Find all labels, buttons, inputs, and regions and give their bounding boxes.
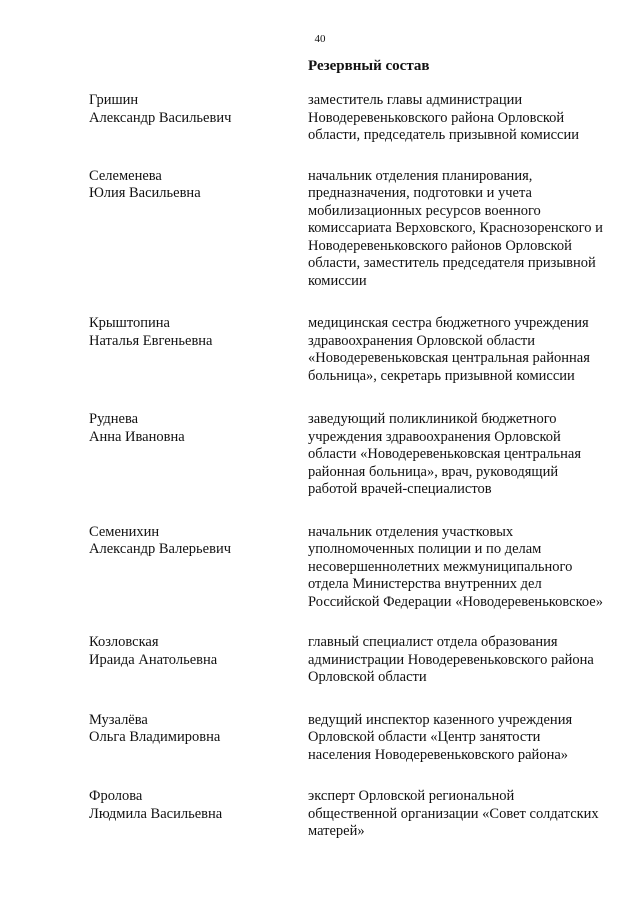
- member-surname: Козловская: [89, 634, 159, 650]
- member-description: ведущий инспектор казенного учреждения Орловской области «Центр занятости населения Новодеревеньковского района»: [308, 711, 573, 763]
- page-number: 40: [314, 33, 326, 45]
- section-title: Резервный состав: [308, 58, 430, 74]
- member-name: [0, 634, 308, 687]
- list-item: [0, 92, 640, 145]
- member-name: [0, 92, 308, 145]
- member-surname: Селеменева: [89, 167, 162, 184]
- member-given-names: Александр Васильевич: [89, 109, 232, 126]
- member-name: [0, 788, 308, 841]
- list-item: [0, 168, 640, 291]
- member-surname: Фролова: [89, 788, 143, 804]
- member-description: начальник отделения планирования, предназначения, подготовки и учета мобилизационных ресурсов военного комиссариата Верховского, Краснозоренского и Новодеревеньковского районов Орловской области, заместитель председателя призывной комиссии: [308, 167, 603, 289]
- list-item: [0, 524, 640, 612]
- list-item: [0, 315, 640, 385]
- member-name: [0, 168, 308, 291]
- member-description: эксперт Орловской региональной общественной организации «Совет солдатских матерей»: [308, 788, 599, 839]
- member-name: [0, 411, 308, 499]
- member-surname: Руднева: [89, 411, 139, 427]
- list-item: [0, 634, 640, 687]
- member-given-names: Людмила Васильевна: [89, 805, 223, 822]
- member-given-names: Ольга Владимировна: [89, 729, 221, 745]
- member-surname: Семенихин: [89, 523, 160, 540]
- member-name: [0, 712, 308, 765]
- member-surname: Музалёва: [89, 711, 148, 728]
- member-description: начальник отделения участковых уполномоченных полиции и по делам несовершеннолетних межмуниципального отдела Министерства внутренних дел Российской Федерации «Новодеревеньковское»: [308, 523, 603, 610]
- list-item: [0, 411, 640, 499]
- member-given-names: Юлия Васильевна: [89, 185, 201, 201]
- member-given-names: Наталья Евгеньевна: [89, 332, 213, 349]
- member-description: медицинская сестра бюджетного учреждения здравоохранения Орловской области «Новодеревеньковская центральная районная больница», секретарь призывной комиссии: [308, 315, 590, 384]
- member-list: [0, 92, 640, 841]
- member-surname: Крыштопина: [89, 315, 170, 331]
- member-given-names: Ираида Анатольевна: [89, 651, 218, 668]
- member-description: заместитель главы администрации Новодеревеньковского района Орловской области, председатель призывной комиссии: [308, 92, 579, 143]
- member-name: [0, 315, 308, 385]
- member-given-names: Александр Валерьевич: [89, 541, 231, 557]
- member-description: заведующий поликлиникой бюджетного учреждения здравоохранения Орловской области «Новодеревеньковская центральная районная больница», врач, руководящий работой врачей-специалистов: [308, 411, 582, 497]
- list-item: [0, 788, 640, 841]
- member-given-names: Анна Ивановна: [89, 428, 185, 445]
- list-item: [0, 712, 640, 765]
- member-description: главный специалист отдела образования администрации Новодеревеньковского района Орловской области: [308, 634, 594, 685]
- member-surname: Гришин: [89, 92, 139, 108]
- member-name: [0, 524, 308, 612]
